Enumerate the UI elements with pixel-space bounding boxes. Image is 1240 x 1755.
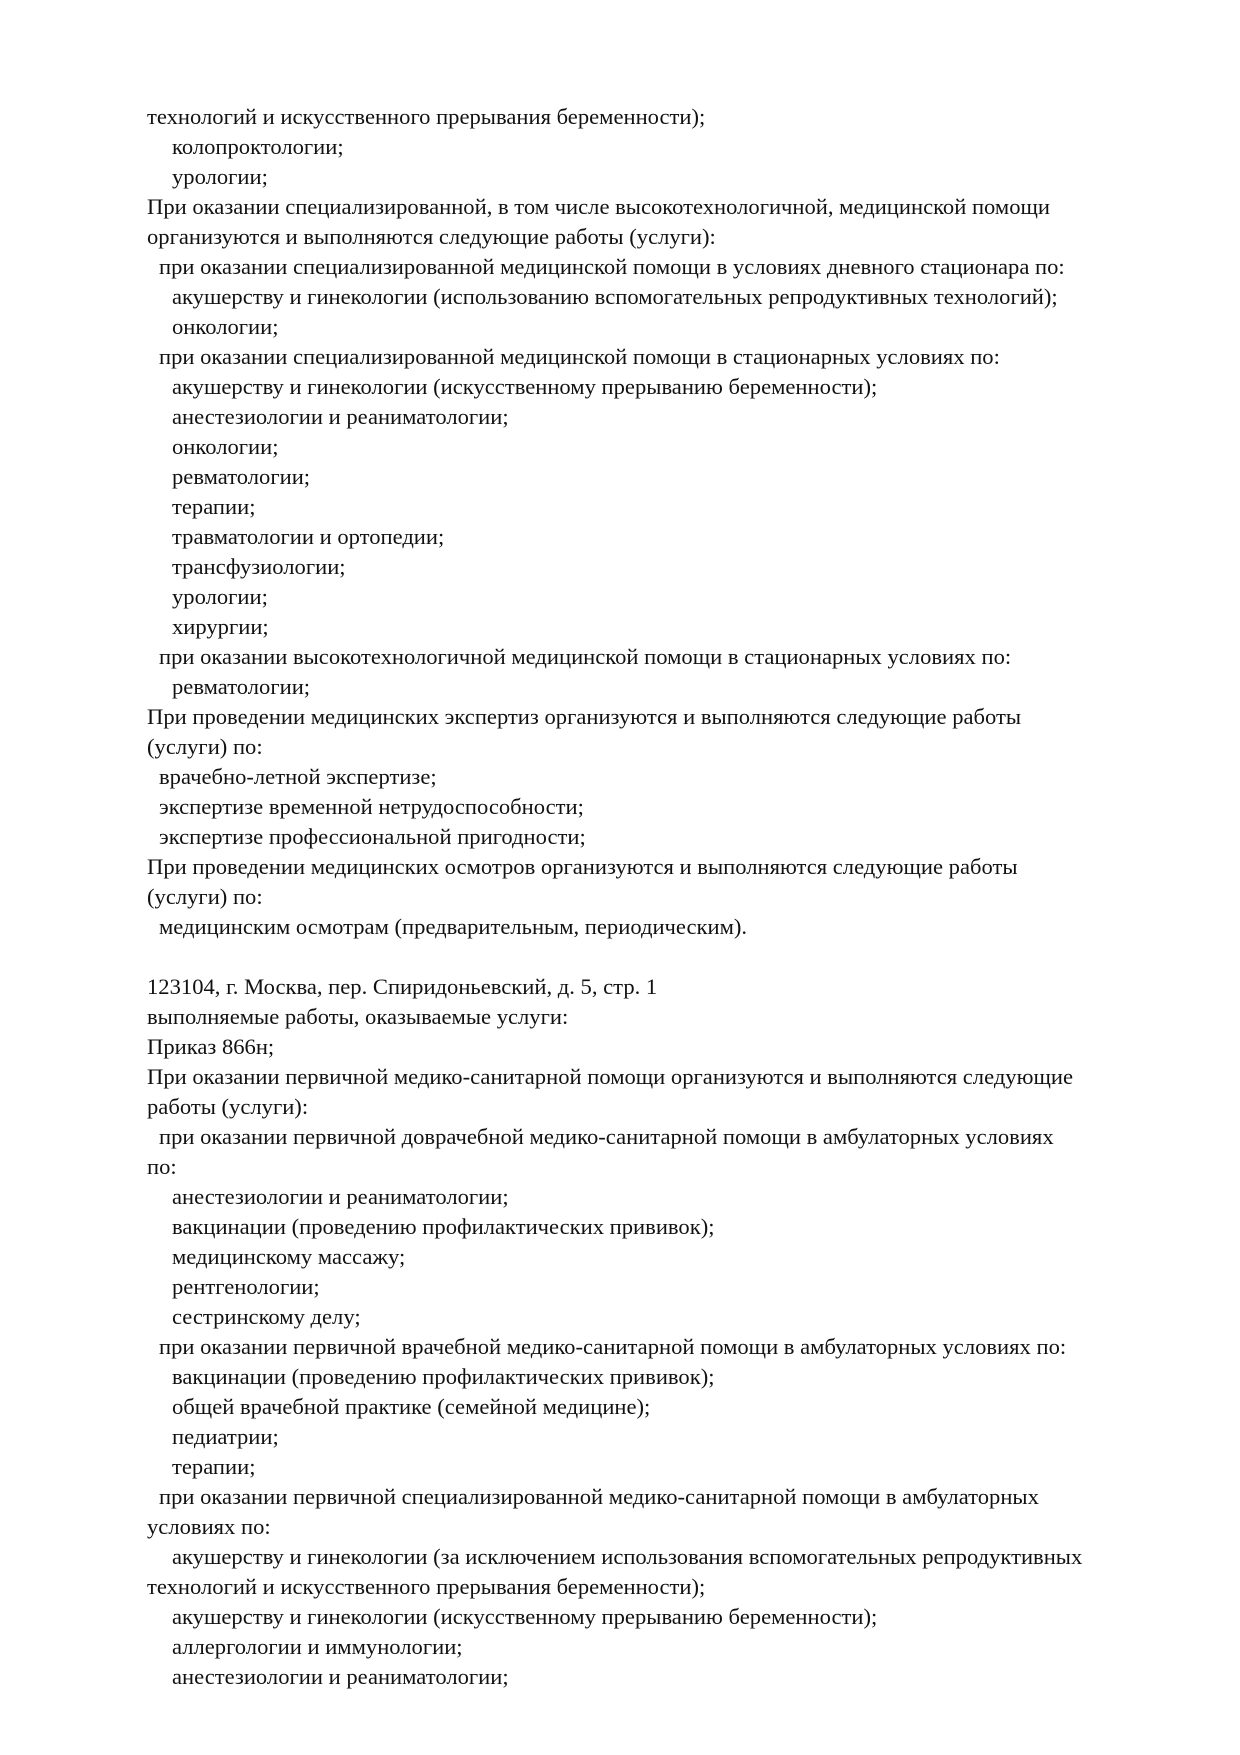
document-body bbox=[147, 102, 1207, 1692]
text-line: при оказании специализированной медицинской помощи в стационарных условиях по: bbox=[159, 344, 1000, 369]
text-line: анестезиологии и реаниматологии; bbox=[172, 1184, 509, 1209]
text-line: при оказании специализированной медицинской помощи в условиях дневного стационара по: bbox=[159, 254, 1065, 279]
text-line: вакцинации (проведению профилактических прививок); bbox=[172, 1364, 715, 1389]
text-line: по: bbox=[147, 1154, 177, 1179]
text-line: (услуги) по: bbox=[147, 884, 263, 909]
text-line: анестезиологии и реаниматологии; bbox=[172, 404, 509, 429]
text-line: Приказ 866н; bbox=[147, 1034, 275, 1059]
text-line: онкологии; bbox=[172, 314, 279, 339]
text-line: педиатрии; bbox=[172, 1424, 279, 1449]
text-line: медицинским осмотрам (предварительным, периодическим). bbox=[159, 914, 748, 939]
text-line: медицинскому массажу; bbox=[172, 1244, 406, 1269]
text-line: урологии; bbox=[172, 164, 268, 189]
blank-line bbox=[147, 942, 1207, 972]
text-line: При оказании специализированной, в том числе высокотехнологичной, медицинской помощи bbox=[147, 194, 1051, 219]
text-line: При проведении медицинских осмотров организуются и выполняются следующие работы bbox=[147, 854, 1018, 879]
text-line: акушерству и гинекологии (использованию вспомогательных репродуктивных технологий); bbox=[172, 284, 1058, 309]
text-line: при оказании высокотехнологичной медицинской помощи в стационарных условиях по: bbox=[159, 644, 1012, 669]
text-line: сестринскому делу; bbox=[172, 1304, 361, 1329]
text-line: вакцинации (проведению профилактических прививок); bbox=[172, 1214, 715, 1239]
text-line: аллергологии и иммунологии; bbox=[172, 1634, 463, 1659]
text-line: терапии; bbox=[172, 494, 256, 519]
text-line: ревматологии; bbox=[172, 674, 311, 699]
text-line: травматологии и ортопедии; bbox=[172, 524, 445, 549]
text-line: условиях по: bbox=[147, 1514, 271, 1539]
text-line: (услуги) по: bbox=[147, 734, 263, 759]
text-line: акушерству и гинекологии (за исключением использования вспомогательных репродуктивных bbox=[172, 1544, 1083, 1569]
text-line: организуются и выполняются следующие работы (услуги): bbox=[147, 224, 716, 249]
text-line: акушерству и гинекологии (искусственному прерыванию беременности); bbox=[172, 374, 878, 399]
text-line: работы (услуги): bbox=[147, 1094, 309, 1119]
text-line: при оказании первичной специализированной медико-санитарной помощи в амбулаторных bbox=[159, 1484, 1039, 1509]
text-line: ревматологии; bbox=[172, 464, 311, 489]
text-line: при оказании первичной врачебной медико-санитарной помощи в амбулаторных условиях по: bbox=[159, 1334, 1067, 1359]
text-line: При оказании первичной медико-санитарной помощи организуются и выполняются следующие bbox=[147, 1064, 1074, 1089]
text-line: терапии; bbox=[172, 1454, 256, 1479]
text-line: при оказании первичной доврачебной медико-санитарной помощи в амбулаторных условиях bbox=[159, 1124, 1054, 1149]
text-line: колопроктологии; bbox=[172, 134, 344, 159]
text-line: онкологии; bbox=[172, 434, 279, 459]
text-line: выполняемые работы, оказываемые услуги: bbox=[147, 1004, 569, 1029]
text-line: урологии; bbox=[172, 584, 268, 609]
text-line: хирургии; bbox=[172, 614, 269, 639]
text-line: акушерству и гинекологии (искусственному прерыванию беременности); bbox=[172, 1604, 878, 1629]
text-line: трансфузиологии; bbox=[172, 554, 346, 579]
text-line: 123104, г. Москва, пер. Спиридоньевский, д. 5, стр. 1 bbox=[147, 974, 658, 999]
text-line: врачебно-летной экспертизе; bbox=[159, 764, 437, 789]
text-line: При проведении медицинских экспертиз организуются и выполняются следующие работы bbox=[147, 704, 1022, 729]
text-line: технологий и искусственного прерывания беременности); bbox=[147, 1574, 706, 1599]
text-line: экспертизе профессиональной пригодности; bbox=[159, 824, 586, 849]
text-line: экспертизе временной нетрудоспособности; bbox=[159, 794, 584, 819]
text-line: общей врачебной практике (семейной медицине); bbox=[172, 1394, 651, 1419]
text-line: анестезиологии и реаниматологии; bbox=[172, 1664, 509, 1689]
text-line: рентгенологии; bbox=[172, 1274, 320, 1299]
text-line: технологий и искусственного прерывания беременности); bbox=[147, 104, 706, 129]
